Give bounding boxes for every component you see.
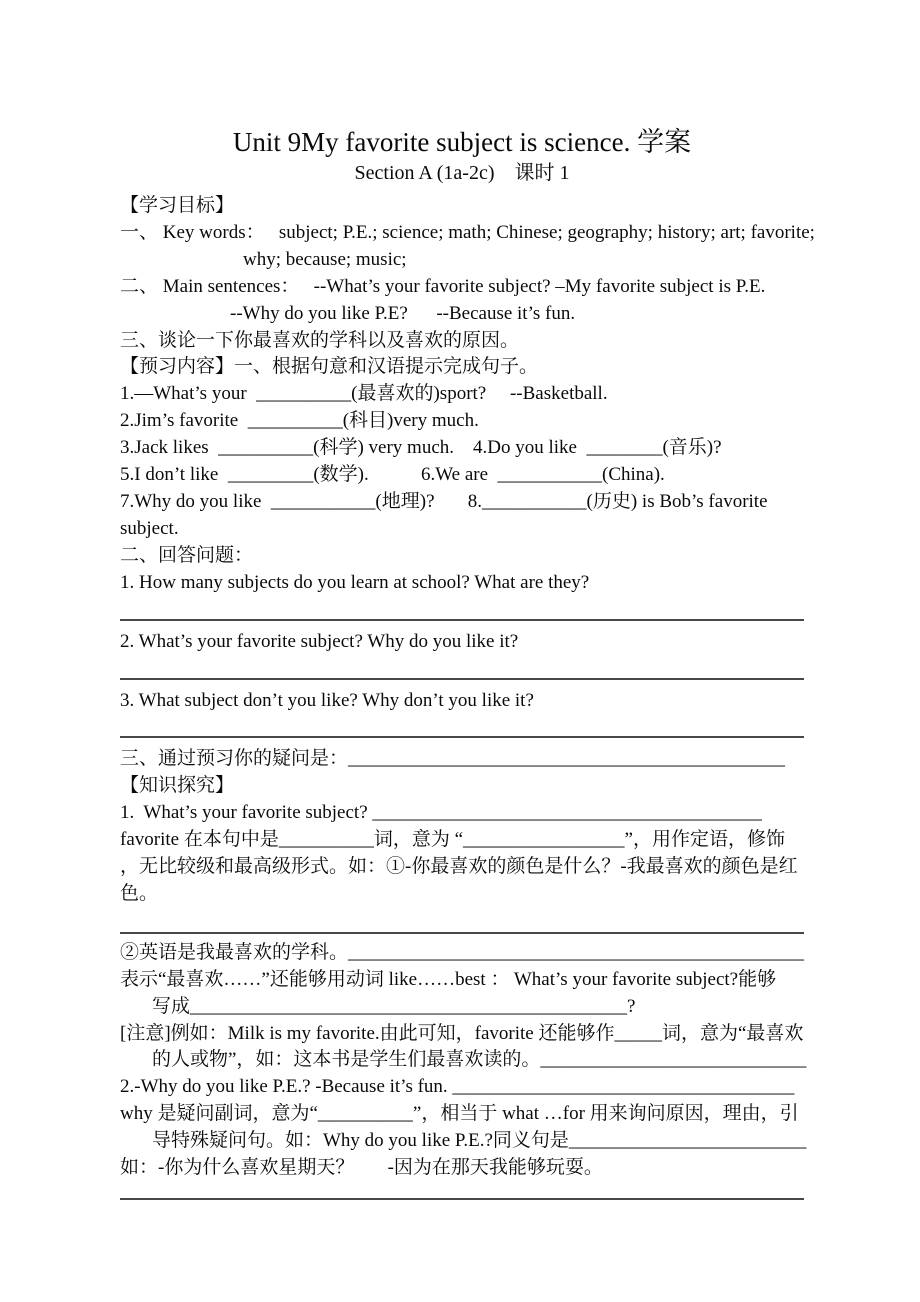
qa-question-1: 1. How many subjects do you learn at school? What are they?: [120, 571, 590, 593]
note-line: [注意]例如：Milk is my favorite.由此可知，favorite 还能够作_____词，意为“最喜欢: [120, 1022, 804, 1044]
keywords-line: 一、 Key words： subject; P.E.; science; math; Chinese; geography; history; art; favorite;: [120, 221, 815, 243]
discussion-line: 三、谈论一下你最喜欢的学科以及喜欢的原因。: [120, 329, 520, 351]
fill-blank-item-3-4: 3.Jack likes __________(科学) very much. 4.Do you like ________(音乐)?: [120, 437, 722, 459]
fill-blank-item-7-8: 7.Why do you like ___________(地理)? 8.___________(历史) is Bob’s favorite: [120, 490, 768, 512]
answer-line: [120, 619, 804, 621]
answer-line: [120, 736, 804, 738]
exploration-point2-question: 2.-Why do you like P.E.? -Because it’s fun. ____________________________________: [120, 1076, 795, 1098]
preview-heading: 【预习内容】一、根据句意和汉语提示完成句子。: [120, 356, 539, 378]
answer-line: [120, 932, 804, 934]
objectives-heading: 【学习目标】: [120, 195, 235, 216]
grammar-note-line: ，无比较级和最高级形式。如：①-你最喜欢的颜色是什么？-我最喜欢的颜色是红: [120, 856, 798, 878]
main-sentences-line-cont: --Why do you like P.E? --Because it’s fun.: [230, 302, 576, 324]
fill-blank-item-5-6: 5.I don’t like _________(数学). 6.We are ___________(China).: [120, 464, 665, 486]
fill-blank-item-1: 1.—What’s your __________(最喜欢的)sport? --Basketball.: [120, 383, 608, 405]
main-sentences-line: 二、 Main sentences： --What’s your favorite subject? –My favorite subject is P.E.: [120, 275, 766, 297]
answer-line: [120, 1198, 804, 1200]
grammar-note-line: 表示“最喜欢……”还能够用动词 like……best ： What’s your favorite subject?能够: [120, 968, 777, 990]
keywords-line-cont: why; because; music;: [243, 248, 407, 270]
grammar-note-line-cont: 导特殊疑问句。如：Why do you like P.E.?同义句是_________________________: [152, 1130, 807, 1152]
qa-question-3: 3. What subject don’t you like? Why don’t you like it?: [120, 689, 534, 711]
example-translation-line: 如：-你为什么喜欢星期天？ -因为在那天我能够玩耍。: [120, 1157, 603, 1179]
rewrite-blank-line: 写成______________________________________________?: [152, 995, 636, 1017]
doc-title: Unit 9My favorite subject is science. 学案: [232, 127, 692, 157]
example-sentence-line: ②英语是我最喜欢的学科。________________________________________________: [120, 941, 805, 963]
doubt-line: 三、通过预习你的疑问是：______________________________________________: [120, 748, 786, 770]
exploration-heading: 【知识探究】: [120, 775, 235, 797]
note-line-cont: 的人或物”，如：这本书是学生们最喜欢读的。____________________________: [152, 1049, 807, 1071]
fill-blank-item-2: 2.Jim’s favorite __________(科目)very much.: [120, 410, 479, 432]
grammar-note-line: 色。: [120, 882, 159, 904]
answer-line: [120, 678, 804, 680]
grammar-note-line: why 是疑问副词，意为“__________”，相当于 what …for 用来询问原因，理由，引: [120, 1103, 799, 1125]
grammar-note-line: favorite 在本句中是__________词，意为 “_________________”，用作定语，修饰: [120, 829, 785, 851]
qa-heading: 二、回答问题：: [120, 544, 254, 566]
doc-subtitle: Section A (1a-2c) 课时 1: [354, 162, 570, 184]
fill-blank-item-8-cont: subject.: [120, 517, 179, 539]
qa-question-2: 2. What’s your favorite subject? Why do you like it?: [120, 630, 519, 652]
exploration-point1-question: 1. What’s your favorite subject? _________________________________________: [120, 802, 762, 824]
